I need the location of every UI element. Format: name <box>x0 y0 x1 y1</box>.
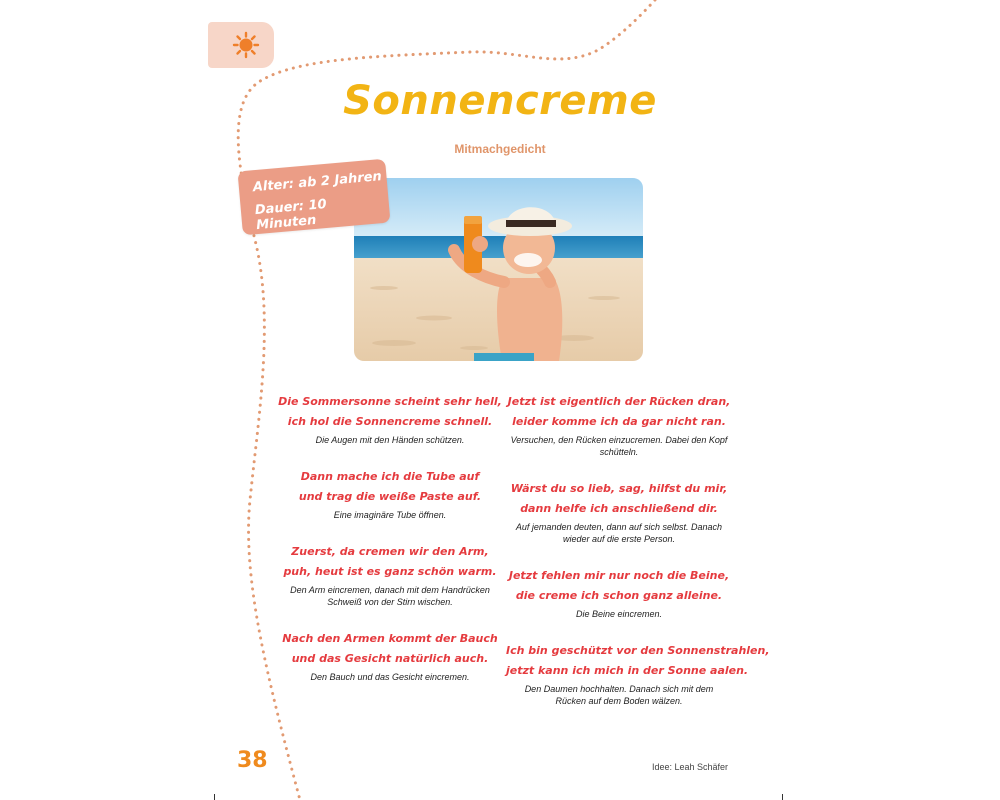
instruction-line: Versuchen, den Rücken einzucremen. Dabei den Kopf <box>510 435 728 445</box>
poem-column-left <box>277 392 503 704</box>
verse-line: Zuerst, da cremen wir den Arm, <box>291 545 489 558</box>
instruction-line: Die Augen mit den Händen schützen. <box>315 435 465 445</box>
stanza <box>277 392 503 446</box>
beach-photo <box>354 178 643 361</box>
crop-mark-right <box>782 794 783 800</box>
verse-line: Wärst du so lieb, sag, hilfst du mir, <box>510 482 728 495</box>
verse-line: die creme ich schon ganz alleine. <box>515 589 723 602</box>
page-subtitle: Mitmachgedicht <box>454 142 546 156</box>
instruction-line: schütteln. <box>599 447 639 457</box>
verse-line: dann helfe ich anschließend dir. <box>520 502 718 515</box>
instruction-line: Auf jemanden deuten, dann auf sich selbst. Danach <box>515 522 723 532</box>
instruction-line: Eine imaginäre Tube öffnen. <box>333 510 447 520</box>
poem-column-right <box>506 392 770 728</box>
instruction-line: Den Daumen hochhalten. Danach sich mit dem <box>524 684 714 694</box>
verse-line: und trag die weiße Paste auf. <box>298 490 482 503</box>
instruction-line: wieder auf die erste Person. <box>562 534 676 544</box>
verse-line: und das Gesicht natürlich auch. <box>291 652 489 665</box>
verse-line: Ich bin geschützt vor den Sonnenstrahlen, <box>506 644 770 657</box>
verse-line: Dann mache ich die Tube auf <box>300 470 480 483</box>
instruction-line: Den Bauch und das Gesicht eincremen. <box>310 672 470 682</box>
stanza <box>277 467 503 521</box>
instruction-line: Die Beine eincremen. <box>575 609 663 619</box>
verse-line: puh, heut ist es ganz schön warm. <box>283 565 497 578</box>
duration-label: Dauer: 10 Minuten <box>254 196 328 234</box>
verse-line: Nach den Armen kommt der Bauch <box>282 632 498 645</box>
verse-line: Die Sommersonne scheint sehr hell, <box>278 395 502 408</box>
crop-mark-left <box>214 794 215 800</box>
instruction-line: Den Arm eincremen, danach mit dem Handrücken <box>290 585 490 595</box>
verse-line: leider komme ich da gar nicht ran. <box>512 415 726 428</box>
page-title: Sonnencreme <box>343 78 657 124</box>
stanza <box>506 566 732 620</box>
page-number: 38 <box>237 748 268 773</box>
stanza <box>277 629 503 683</box>
verse-line: ich hol die Sonnencreme schnell. <box>287 415 493 428</box>
stanza <box>506 479 732 545</box>
verse-line: Jetzt fehlen mir nur noch die Beine, <box>508 569 730 582</box>
verse-line: Jetzt ist eigentlich der Rücken dran, <box>507 395 731 408</box>
stanza <box>277 542 503 608</box>
stanza <box>506 641 770 707</box>
age-label: Alter: ab 2 Jahren <box>252 169 383 196</box>
instruction-line: Schweiß von der Stirn wischen. <box>327 597 453 607</box>
verse-line: jetzt kann ich mich in der Sonne aalen. <box>506 664 749 677</box>
instruction-line: Rücken auf dem Boden wälzen. <box>555 696 683 706</box>
sun-icon <box>232 31 260 59</box>
stanza <box>506 392 732 458</box>
info-badge <box>237 159 390 236</box>
child-with-sunscreen-icon <box>354 178 643 361</box>
author-credit: Idee: Leah Schäfer <box>652 762 729 772</box>
